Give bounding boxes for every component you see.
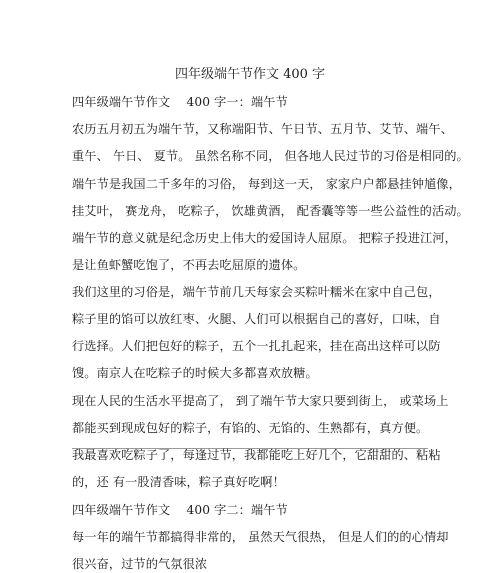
- paragraph-line: 重午、 午日、 夏节。 虽然名称不同， 但各地人民过节的习俗是相同的。: [72, 149, 469, 163]
- paragraph-line: 农历五月初五为端午节，又称端阳节、午日节、五月节、艾节、端午、: [72, 122, 453, 136]
- paragraph-line: 行选择。人们把包好的粽子，五个一扎扎起来，挂在高出这样可以防: [72, 339, 441, 353]
- document-title: 四年级端午节作文 400 字: [174, 67, 326, 82]
- paragraph-line: 端午节的意义就是纪念历史上伟大的爱国诗人屈原。 把粽子投进江河，: [72, 231, 457, 245]
- paragraph-line: 的，还 有一股清香味，粽子真好吃啊！: [72, 475, 285, 489]
- paragraph-line: 我们这里的习俗是，端午节前几天每家会买粽叶糯米在家中自己包，: [72, 285, 441, 299]
- paragraph-line: 端午节是我国二千多年的习俗， 每到这一天， 家家户户都悬挂钟馗像，: [72, 177, 461, 191]
- paragraph-line: 很兴奋，过节的气氛很浓: [72, 557, 208, 571]
- paragraph-line: 馊。南京人在吃粽子的时候大多都喜欢放糖。: [72, 366, 318, 380]
- paragraph-line: 粽子里的馅可以放红枣、火腿、人们可以根据自己的喜好，口味，自: [72, 312, 441, 326]
- paragraph-line: 挂艾叶， 赛龙舟， 吃粽子， 饮雄黄酒， 配香囊等等一些公益性的活动。: [72, 204, 469, 218]
- section-heading-2: 四年级端午节作文 400 字二：端午节: [72, 503, 288, 517]
- section-heading-1: 四年级端午节作文 400 字一：端午节: [72, 95, 288, 109]
- paragraph-line: 都能买到现成包好的粽子，有馅的、无馅的、生熟都有，真方便。: [72, 421, 429, 435]
- paragraph-line: 是让鱼虾蟹吃饱了，不再去吃屈原的遗体。: [72, 258, 306, 272]
- paragraph-line: 我最喜欢吃粽子了，每逢过节，我都能吃上好几个，它甜甜的、粘粘: [72, 448, 441, 462]
- paragraph-line: 现在人民的生活水平提高了， 到了端午节大家只要到街上， 或菜场上: [72, 394, 449, 408]
- paragraph-line: 每一年的端午节都搞得非常的， 虽然天气很热， 但是人们的的心情却: [72, 530, 449, 544]
